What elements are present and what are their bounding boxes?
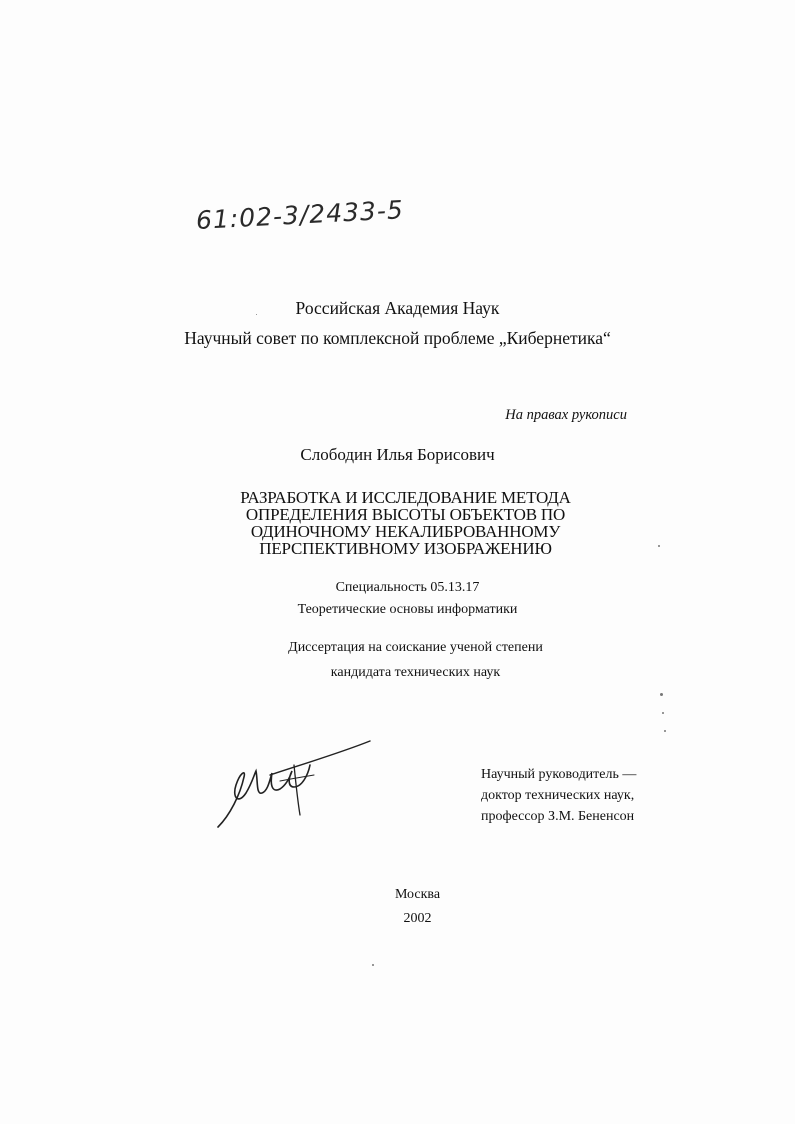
rights-note: На правах рукописи [505,407,627,423]
title-line-2: ОПРЕДЕЛЕНИЯ ВЫСОТЫ ОБЪЕКТОВ ПО [245,505,566,524]
author-name: Слободин Илья Борисович [300,445,495,464]
advisor-block [481,764,636,827]
specialty-block [10,577,795,621]
scan-speck [662,712,664,714]
advisor-name: профессор З.М. Бененсон [481,809,635,824]
scan-speck [660,693,663,696]
specialty-code: Специальность 05.13.17 [335,580,480,595]
degree-line-2: кандидата технических наук [330,665,501,680]
degree-line-1: Диссертация на соискание ученой степени [288,640,543,655]
advisor-role: Научный руководитель — [481,767,637,782]
organization-block [0,293,795,353]
handwritten-catalog-code: 61:02-3/2433-5 [195,195,405,235]
signature-image [210,735,380,835]
scan-speck [372,964,374,966]
city: Москва [394,887,441,902]
specialty-name: Теоретические основы информатики [297,602,518,617]
title-line-3: ОДИНОЧНОМУ НЕКАЛИБРОВАННОМУ [250,522,561,541]
scan-speck [658,545,660,547]
council-name: Научный совет по комплексной проблеме „Кибернетика“ [184,328,611,348]
year: 2002 [403,911,432,926]
degree-block [18,637,795,684]
organization-name: Российская Академия Наук [295,298,500,318]
advisor-degree: доктор технических наук, [481,788,635,803]
dissertation-title [8,489,795,557]
title-line-1: РАЗРАБОТКА И ИССЛЕДОВАНИЕ МЕТОДА [240,488,571,507]
scan-speck [664,730,666,732]
scan-speck [256,314,257,315]
title-line-4: ПЕРСПЕКТИВНОМУ ИЗОБРАЖЕНИЮ [259,539,552,558]
place-year-block [20,883,795,931]
